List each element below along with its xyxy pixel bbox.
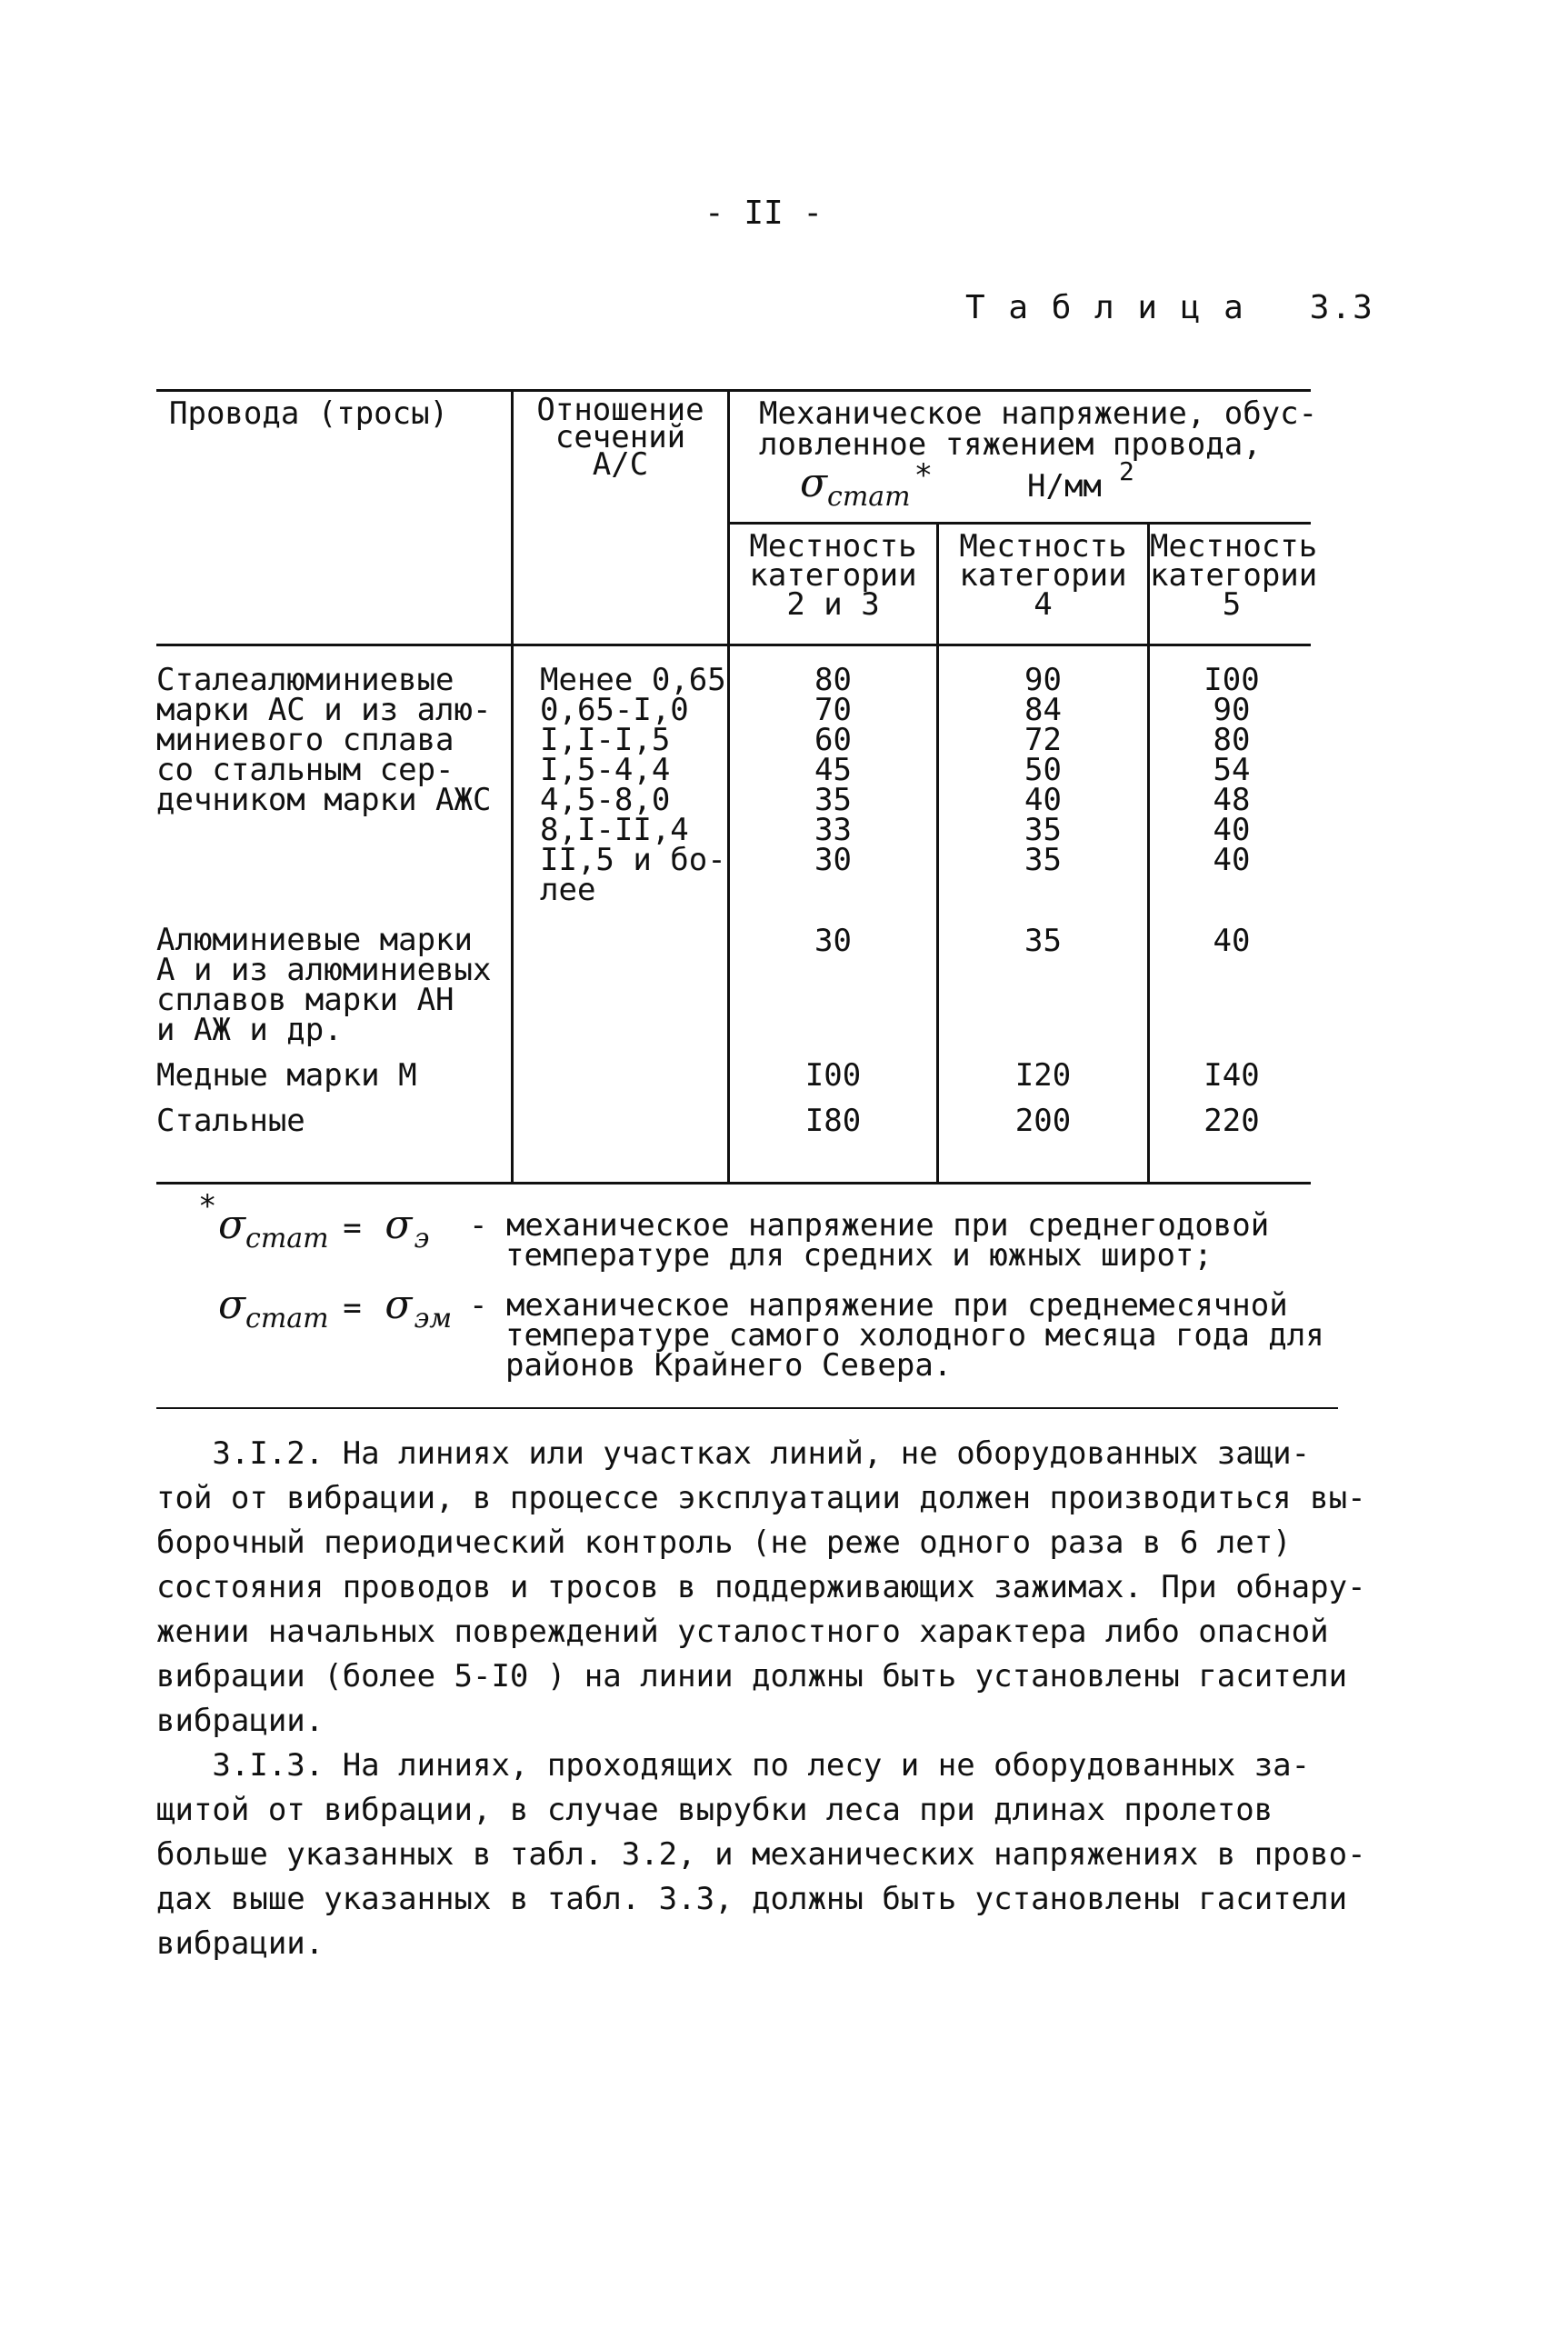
header-stress-line1: Механическое напряжение, обус- <box>759 395 1318 432</box>
sigma-symbol: σ <box>385 1202 413 1248</box>
value-cell: 80 <box>1213 722 1251 758</box>
footnote-line: районов Крайнего Севера. <box>505 1347 953 1384</box>
value-cell: 40 <box>1024 782 1062 818</box>
paragraph-line: борочный периодический контроль (не реже одного раза в 6 лет) <box>156 1524 1292 1561</box>
footnote-line: - механическое напряжение при среднемесячной <box>469 1287 1288 1324</box>
footnote-formula-2 <box>218 1282 491 1336</box>
ratio-cell: II,5 и бо- <box>540 842 726 878</box>
value-cell: 48 <box>1213 782 1251 818</box>
value-cell: 80 <box>814 662 852 698</box>
value-cell: I00 <box>1203 662 1260 698</box>
header-stress-line2: ловленное тяжением провода, <box>759 426 1262 463</box>
group2-cat23: 30 <box>814 923 852 959</box>
header-bottom-rule <box>156 644 1311 646</box>
value-cell: 72 <box>1024 722 1062 758</box>
value-cell: 50 <box>1024 752 1062 788</box>
ratio-cell: Менее 0,65 <box>540 662 726 698</box>
group-name-line: марки АС и из алю- <box>156 692 492 728</box>
value-cell: 35 <box>814 782 852 818</box>
group4-cat4: 200 <box>1014 1103 1072 1139</box>
subheader-line: категории <box>749 557 917 594</box>
stress-subscript: стат <box>827 481 911 513</box>
footnote-line: - механическое напряжение при среднегодовой <box>469 1207 1270 1244</box>
formula-subscript: эм <box>414 1303 453 1334</box>
group-name-line: и АЖ и др. <box>156 1012 343 1048</box>
group2-cat4: 35 <box>1024 923 1062 959</box>
group1-name <box>156 662 509 818</box>
subheader-cat4 <box>939 528 1147 623</box>
stress-symbol-unit <box>800 456 1164 515</box>
footnote-line: температуре самого холодного месяца года для <box>505 1317 1324 1354</box>
group-name-line: со стальным сер- <box>156 752 454 788</box>
group-name-line: сплавов марки АН <box>156 982 454 1018</box>
value-cell: 40 <box>1213 842 1251 878</box>
subheader-line: категории <box>959 557 1127 594</box>
paragraph-line: дах выше указанных в табл. 3.3, должны быть установлены гасители <box>156 1881 1348 1917</box>
header-ratio <box>514 392 727 483</box>
equals-sign: = <box>343 1210 362 1246</box>
paragraph-3-1-3 <box>156 1744 1366 1966</box>
group1-cat4 <box>939 662 1147 878</box>
footnote-text-1 <box>469 1207 1270 1274</box>
subheader-rule <box>727 522 1311 525</box>
subheader-line: 4 <box>1034 586 1053 623</box>
value-cell: 60 <box>814 722 852 758</box>
paragraph-line: щитой от вибрации, в случае вырубки леса при длинах пролетов <box>156 1792 1273 1828</box>
stress-unit-power: 2 <box>1119 456 1134 486</box>
ratio-cell: I,5-4,4 <box>540 752 671 788</box>
footnote-asterisk: * <box>198 1188 217 1224</box>
paragraph-line: вибрации. <box>156 1703 325 1739</box>
value-cell: 33 <box>814 812 852 848</box>
header-ratio-line: Отношение <box>536 392 704 428</box>
group1-cat5 <box>1150 662 1313 878</box>
subheader-line: Местность <box>1150 528 1318 565</box>
group4-cat5: 220 <box>1203 1103 1260 1139</box>
ratio-cell: 8,I-II,4 <box>540 812 689 848</box>
paragraph-line: жении начальных повреждений усталостного характера либо опасной <box>156 1614 1329 1650</box>
sigma-symbol: σ <box>385 1282 413 1328</box>
subheader-cat23 <box>730 528 936 623</box>
group-name-line: дечником марки АЖС <box>156 782 492 818</box>
subheader-line: Местность <box>959 528 1127 565</box>
group4-cat23: I80 <box>804 1103 862 1139</box>
value-cell: 90 <box>1024 662 1062 698</box>
footnote-line: температуре для средних и южных широт; <box>505 1237 1213 1274</box>
ratio-cell: 4,5-8,0 <box>540 782 671 818</box>
stress-symbol: σ <box>800 460 828 506</box>
paragraph-line: вибрации. <box>156 1925 325 1962</box>
footnote-text-2 <box>469 1287 1324 1384</box>
value-cell: 45 <box>814 752 852 788</box>
ratio-cell: I,I-I,5 <box>540 722 671 758</box>
group3-name: Медные марки М <box>156 1057 417 1094</box>
subheader-cat5 <box>1150 528 1318 623</box>
footnote-formula-1 <box>218 1202 491 1256</box>
stress-unit: Н/мм <box>1027 468 1102 505</box>
equals-sign: = <box>343 1290 362 1326</box>
subheader-line: 2 и 3 <box>786 586 880 623</box>
value-cell: 70 <box>814 692 852 728</box>
header-ratio-line: сечений <box>554 419 686 455</box>
header-wires: Провода (тросы) <box>169 395 449 432</box>
paragraph-line: 3.I.2. На линиях или участках линий, не оборудованных защи- <box>156 1435 1311 1472</box>
group2-cat5: 40 <box>1213 923 1251 959</box>
formula-subscript: стат <box>245 1223 329 1254</box>
footnote-bottom-rule <box>156 1407 1338 1409</box>
group3-cat4: I20 <box>1014 1057 1072 1094</box>
subheader-line: Местность <box>749 528 917 565</box>
paragraph-line: состояния проводов и тросов в поддерживающих зажимах. При обнару- <box>156 1569 1366 1605</box>
sigma-symbol: σ <box>218 1282 246 1328</box>
subheader-line: 5 <box>1222 586 1242 623</box>
paragraph-line: той от вибрации, в процессе эксплуатации должен производиться вы- <box>156 1480 1366 1516</box>
table-bottom-rule <box>156 1182 1311 1184</box>
table-title: Т а б л и ц а 3.3 <box>965 289 1374 326</box>
paragraph-line: 3.I.3. На линиях, проходящих по лесу и не оборудованных за- <box>156 1747 1311 1784</box>
group3-cat23: I00 <box>804 1057 862 1094</box>
group1-cat23 <box>730 662 936 878</box>
group-name-line: Сталеалюминиевые <box>156 662 454 698</box>
group-name-line: А и из алюминиевых <box>156 952 492 988</box>
formula-subscript: э <box>414 1223 430 1254</box>
paragraph-line: больше указанных в табл. 3.2, и механических напряжениях в прово- <box>156 1836 1366 1873</box>
ratio-cell: 0,65-I,0 <box>540 692 689 728</box>
subheader-line: категории <box>1150 557 1318 594</box>
group3-cat5: I40 <box>1203 1057 1260 1094</box>
formula-subscript: стат <box>245 1303 329 1334</box>
value-cell: 35 <box>1024 812 1062 848</box>
group1-ratios <box>540 662 727 908</box>
value-cell: 90 <box>1213 692 1251 728</box>
paragraph-3-1-2 <box>156 1432 1366 1744</box>
table-top-rule <box>156 389 1311 392</box>
col-divider-1 <box>511 389 514 1184</box>
sigma-symbol: σ <box>218 1202 246 1248</box>
group2-name <box>156 922 509 1048</box>
paragraph-line: вибрации (более 5-I0 ) на линии должны быть установлены гасители <box>156 1658 1348 1694</box>
value-cell: 54 <box>1213 752 1251 788</box>
ratio-cell: лее <box>540 872 596 908</box>
stress-asterisk: * <box>914 457 934 494</box>
value-cell: 40 <box>1213 812 1251 848</box>
value-cell: 30 <box>814 842 852 878</box>
group4-name: Стальные <box>156 1103 305 1139</box>
page-number: - II - <box>704 195 824 232</box>
value-cell: 35 <box>1024 842 1062 878</box>
group-name-line: миниевого сплава <box>156 722 454 758</box>
group-name-line: Алюминиевые марки <box>156 922 473 958</box>
header-ratio-line: А/С <box>592 446 649 483</box>
value-cell: 84 <box>1024 692 1062 728</box>
